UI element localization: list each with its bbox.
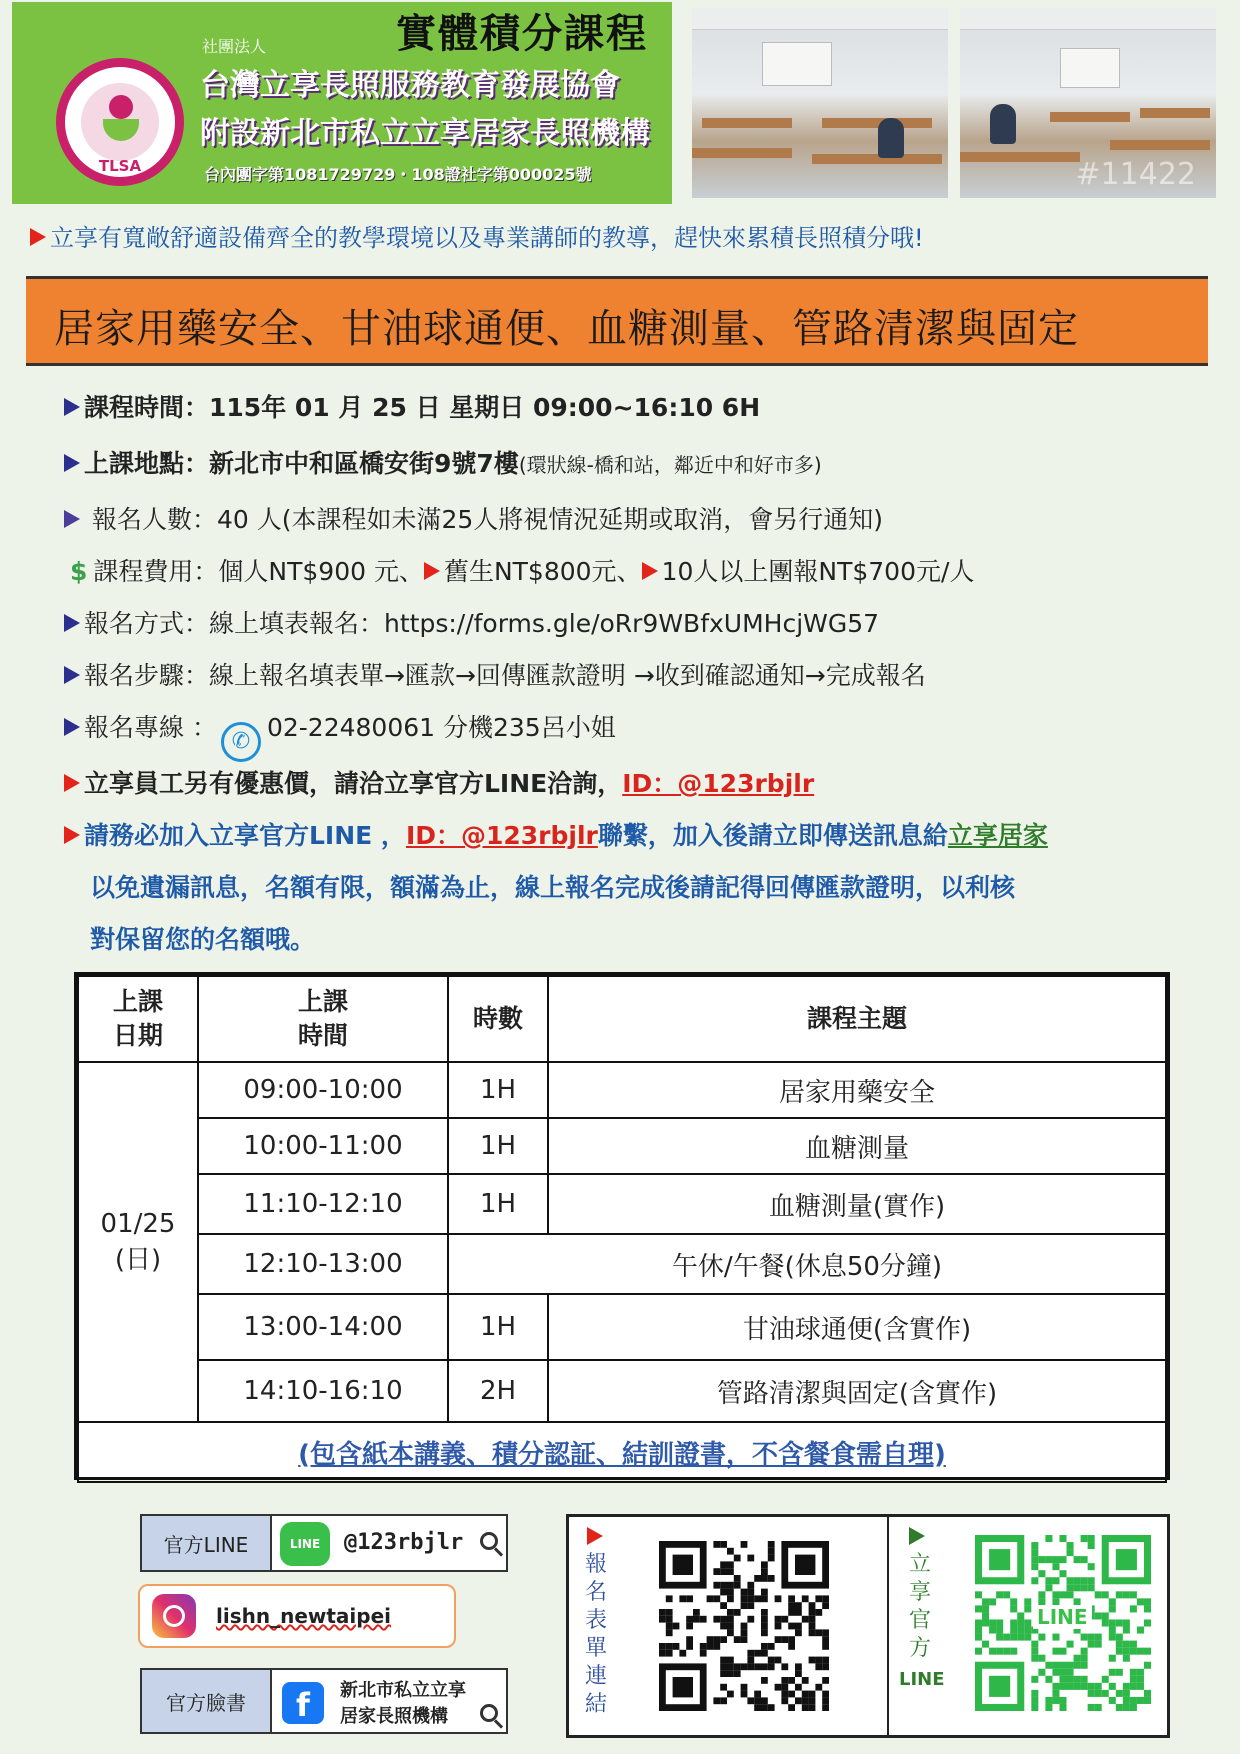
hotline-value[interactable]: 02-22480061 分機235呂小姐	[266, 713, 616, 742]
topic-cell: 管路清潔與固定(含實作)	[548, 1360, 1166, 1422]
instagram-box[interactable]	[138, 1584, 456, 1648]
header-banner	[12, 2, 672, 204]
course-topics: 居家用藥安全、甘油球通便、血糖測量、管路清潔與固定	[54, 306, 1079, 352]
table-row	[78, 1294, 1166, 1360]
red-triangle-icon	[64, 774, 80, 792]
search-icon	[480, 1532, 498, 1550]
table-row	[78, 1118, 1166, 1174]
hotline-line	[64, 708, 616, 762]
table-row	[78, 1062, 1166, 1118]
facebook-page-name: 新北市私立立享 居家長照機構	[340, 1680, 466, 1727]
course-type-title: 實體積分課程	[396, 11, 648, 57]
course-time-value: 115年 01 月 25 日 星期日 09:00~16:10 6H	[209, 393, 761, 422]
line-qr-label: 立享官方	[908, 1552, 931, 1661]
course-place-note: (環狀線-橋和站，鄰近中和好市多)	[518, 453, 822, 477]
hours-cell: 2H	[448, 1360, 548, 1422]
signup-form-qr-code[interactable]	[659, 1541, 829, 1711]
red-triangle-icon	[642, 562, 658, 580]
phone-icon: ✆	[221, 722, 261, 762]
line-icon: LINE	[280, 1522, 330, 1566]
line-notice-name: 立享居家	[947, 821, 1048, 850]
topic-cell: 血糖測量(實作)	[548, 1174, 1166, 1234]
signup-form-qr-label: 報名表單連結	[584, 1552, 607, 1717]
red-triangle-icon	[64, 826, 80, 844]
org-name: 台灣立享長照服務教育發展協會	[200, 68, 620, 103]
blue-triangle-icon	[64, 398, 80, 416]
red-triangle-icon	[30, 228, 46, 246]
time-cell: 09:00-10:00	[198, 1062, 448, 1118]
line-notice-line	[64, 816, 1048, 852]
hours-cell: 1H	[448, 1174, 548, 1234]
topic-cell: 甘油球通便(含實作)	[548, 1294, 1166, 1360]
seats-text: 報名人數：40 人(本課程如未滿25人將視情況延期或取消，會另行通知)	[91, 505, 884, 534]
org-subtitle: 附設新北市私立立享居家長照機構	[200, 116, 650, 151]
purple-triangle-icon	[64, 510, 80, 528]
table-row	[78, 1234, 1166, 1294]
hours-cell: 1H	[448, 1294, 548, 1360]
date-cell: 01/25 (日)	[78, 1062, 198, 1422]
staff-discount-text: 立享員工另有優惠價，請洽立享官方LINE洽詢，	[84, 769, 623, 798]
signup-method-text[interactable]: 報名方式：線上填表報名：https://forms.gle/oRr9WBfxUMHcjWG57	[84, 609, 880, 638]
course-place-label: 上課地點：	[84, 449, 210, 478]
seats-line	[64, 500, 883, 536]
topic-cell: 居家用藥安全	[548, 1062, 1166, 1118]
header-date: 上課 日期	[78, 976, 198, 1062]
course-topics-banner	[26, 276, 1208, 366]
signup-steps-text: 報名步驟：線上報名填表單→匯款→回傳匯款證明 →收到確認通知→完成報名	[84, 661, 926, 690]
time-cell: 13:00-14:00	[198, 1294, 448, 1360]
official-line-label: 官方LINE	[142, 1516, 272, 1570]
instagram-handle: lishn_newtaipei	[216, 1604, 392, 1628]
fee-individual: 課程費用：個人NT$900 元、	[93, 557, 424, 586]
line-qr-overlay: LINE	[1033, 1605, 1092, 1629]
intro-line	[30, 218, 924, 253]
topic-cell: 血糖測量	[548, 1118, 1166, 1174]
header-time: 上課 時間	[198, 976, 448, 1062]
blue-triangle-icon	[64, 666, 80, 684]
line-qr-label-b: LINE	[899, 1669, 945, 1690]
blue-triangle-icon	[64, 454, 80, 472]
header-topic: 課程主題	[548, 976, 1166, 1062]
time-cell: 11:10-12:10	[198, 1174, 448, 1234]
line-notice-id[interactable]: ID：@123rbjlr	[405, 821, 598, 850]
table-row	[78, 1174, 1166, 1234]
staff-line-id[interactable]: ID：@123rbjlr	[622, 769, 815, 798]
green-triangle-icon	[909, 1527, 925, 1545]
staff-discount-line	[64, 764, 814, 800]
intro-text: 立享有寬敞舒適設備齊全的教學環境以及專業講師的教導，趕快來累積長照積分哦!	[50, 224, 924, 252]
hours-cell: 1H	[448, 1062, 548, 1118]
header-hours: 時數	[448, 976, 548, 1062]
hours-cell: 1H	[448, 1118, 548, 1174]
search-icon	[480, 1704, 498, 1722]
qr-code-panel	[566, 1514, 1170, 1738]
course-time-line	[64, 388, 760, 424]
course-time-label: 課程時間：	[84, 393, 210, 422]
fee-line	[70, 552, 974, 588]
signup-method-line	[64, 604, 879, 640]
facebook-label: 官方臉書	[142, 1670, 272, 1732]
course-place-value: 新北市中和區橋安街9號7樓	[209, 449, 519, 478]
official-line-id: @123rbjlr	[344, 1530, 464, 1555]
official-line-box[interactable]	[140, 1514, 508, 1572]
instagram-icon	[152, 1594, 196, 1638]
line-notice-a: 請務必加入立享官方LINE ，	[84, 821, 406, 850]
org-prefix: 社團法人	[202, 37, 267, 56]
signup-steps-line	[64, 656, 926, 692]
registration-number: 台內團字第1081729729・108證社字第000025號	[204, 165, 592, 184]
photo-tag: #11422	[1075, 157, 1196, 192]
fee-returning: 舊生NT$800元、	[443, 557, 642, 586]
facebook-box[interactable]	[140, 1668, 508, 1734]
line-notice-b: 聯繫，加入後請立即傳送訊息給	[597, 821, 948, 850]
table-footer-note: (包含紙本講義、積分認証、結訓證書，不含餐食需自理)	[78, 1422, 1166, 1482]
line-notice-c: 以免遺漏訊息，名額有限，額滿為止，線上報名完成後請記得回傳匯款證明，以利核	[90, 873, 1016, 902]
classroom-photo-2	[960, 8, 1216, 198]
red-triangle-icon	[424, 562, 440, 580]
topic-cell: 午休/午餐(休息50分鐘)	[448, 1234, 1166, 1294]
logo-text: TLSA	[98, 157, 142, 175]
time-cell: 12:10-13:00	[198, 1234, 448, 1294]
facebook-icon: f	[282, 1682, 324, 1724]
schedule-table	[74, 972, 1170, 1480]
table-row	[78, 1360, 1166, 1422]
tlsa-logo	[56, 58, 184, 186]
time-cell: 10:00-11:00	[198, 1118, 448, 1174]
course-place-line	[64, 444, 822, 480]
blue-triangle-icon	[64, 718, 80, 736]
blue-triangle-icon	[64, 614, 80, 632]
hotline-label: 報名專線 ：	[84, 713, 217, 742]
dollar-icon: $	[70, 557, 88, 586]
fee-group: 10人以上團報NT$700元/人	[661, 557, 975, 586]
classroom-photo-1	[692, 8, 948, 198]
red-triangle-icon	[587, 1527, 603, 1545]
time-cell: 14:10-16:10	[198, 1360, 448, 1422]
line-notice-d: 對保留您的名額哦。	[90, 925, 316, 954]
